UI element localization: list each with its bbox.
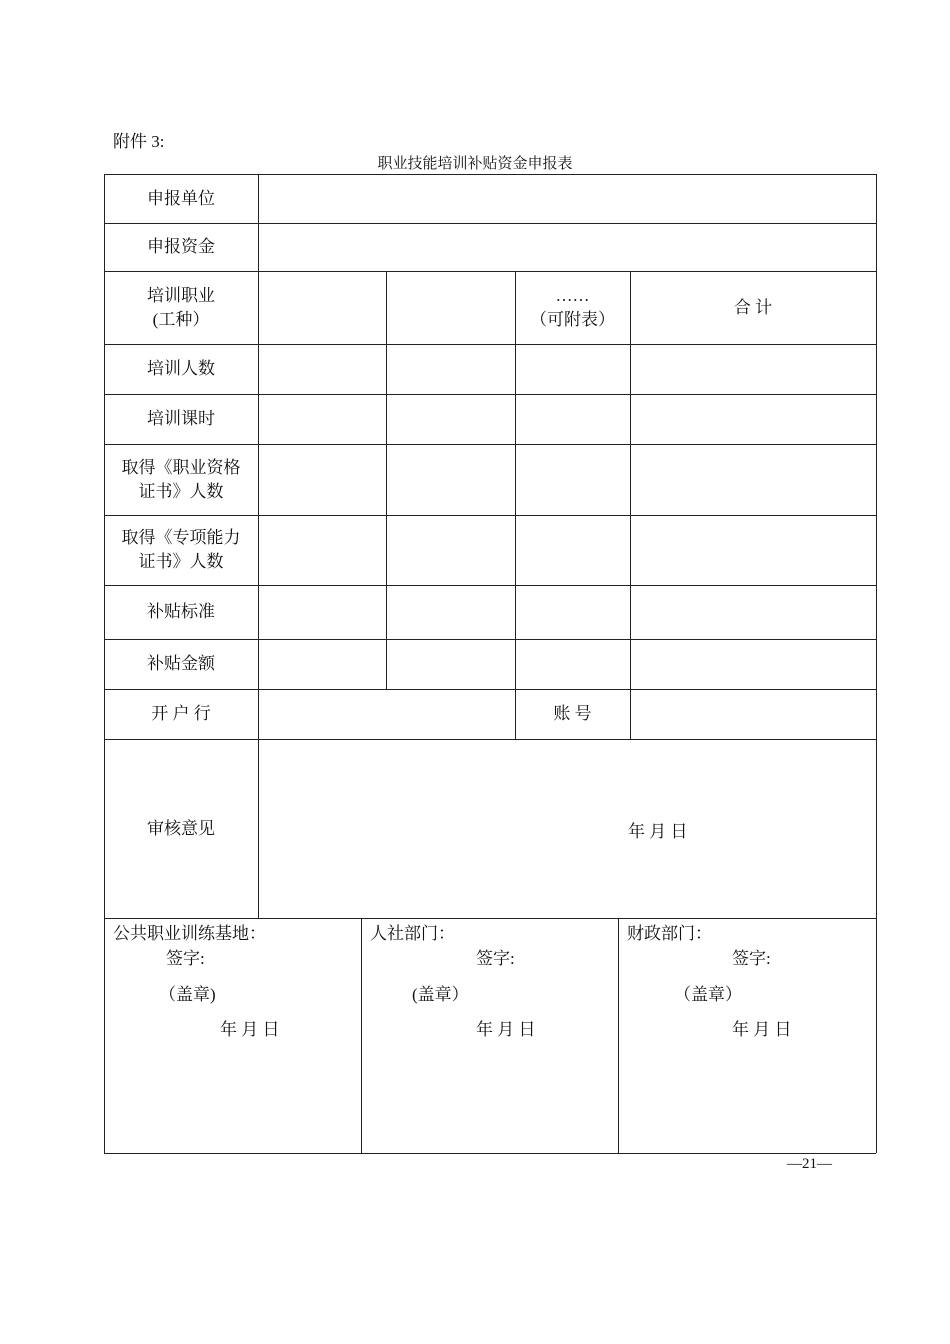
finance-dept-seal: （盖章） xyxy=(674,985,742,1004)
hr-dept-label: 人社部门： xyxy=(370,924,455,943)
training-base-sign: 签字: xyxy=(166,949,205,968)
label-total: 合 计 xyxy=(733,297,773,317)
attachment-label: 附件 3: xyxy=(113,132,165,151)
finance-dept-date: 年 月 日 xyxy=(732,1020,792,1039)
finance-dept-sign: 签字: xyxy=(732,949,771,968)
label-applied-funds: 申报资金 xyxy=(147,237,215,256)
form-title: 职业技能培训补贴资金申报表 xyxy=(377,156,573,172)
page-number: —21— xyxy=(787,1156,832,1172)
label-special-ability-certificates: 取得《专项能力 证书》人数 xyxy=(121,528,241,571)
hr-dept-sign: 签字: xyxy=(476,949,515,968)
label-applicant-unit: 申报单位 xyxy=(147,188,215,208)
label-qualification-certificates: 取得《职业资格 证书》人数 xyxy=(121,457,241,501)
label-opening-bank: 开 户 行 xyxy=(151,704,211,723)
review-date: 年 月 日 xyxy=(628,822,688,841)
label-account-number: 账 号 xyxy=(553,704,592,723)
finance-dept-label: 财政部门： xyxy=(627,924,712,943)
label-review-opinion: 审核意见 xyxy=(147,818,215,838)
label-subsidy-standard: 补贴标准 xyxy=(147,602,215,621)
training-base-label: 公共职业训练基地： xyxy=(113,924,266,943)
hr-dept-date: 年 月 日 xyxy=(476,1020,536,1039)
application-form-table xyxy=(104,174,876,1153)
label-training-hours: 培训课时 xyxy=(147,409,215,428)
label-subsidy-amount: 补贴金额 xyxy=(147,654,215,673)
training-base-seal: （盖章) xyxy=(159,985,216,1004)
label-trainee-count: 培训人数 xyxy=(147,359,215,378)
hr-dept-seal: (盖章） xyxy=(412,985,469,1004)
label-training-occupation: 培训职业 (工种） xyxy=(147,285,215,329)
more-columns-note: …… （可附表） xyxy=(530,285,615,329)
training-base-date: 年 月 日 xyxy=(220,1020,280,1039)
